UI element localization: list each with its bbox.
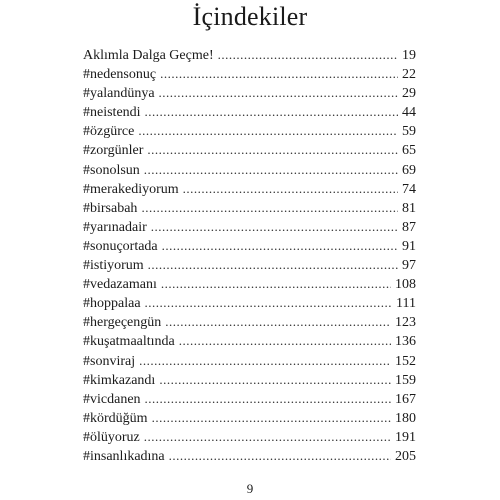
- toc-entry-title: #kuşatmaaltında: [83, 334, 175, 350]
- toc-entry-page: 87: [402, 219, 416, 235]
- toc-entry: [83, 217, 416, 236]
- toc-entry-title: #birsabah: [83, 200, 138, 216]
- toc-entry-page: 29: [402, 86, 416, 102]
- toc-entry-page: 91: [402, 238, 416, 254]
- toc-entry-title: #nedensonuç: [83, 67, 157, 83]
- toc-entry-title: #sonviraj: [83, 353, 136, 369]
- dot-leader: [152, 408, 391, 427]
- toc-entry-page: 108: [395, 277, 416, 293]
- toc-entry: [83, 45, 416, 64]
- toc-entry-page: 19: [402, 48, 416, 63]
- toc-entry: [83, 293, 416, 312]
- toc-entry: [83, 102, 416, 121]
- dot-leader: [145, 293, 393, 312]
- toc-entry: [83, 179, 416, 198]
- toc-entry-title: #istiyorum: [83, 258, 144, 274]
- page-title: İçindekiler: [192, 2, 308, 31]
- dot-leader: [159, 83, 398, 102]
- toc-entry-title: #vedazamanı: [83, 277, 157, 293]
- toc-entry: [83, 408, 416, 427]
- toc-entry-title: #neistendi: [83, 105, 141, 121]
- toc-entry: [83, 121, 416, 140]
- toc-entry: [83, 140, 416, 159]
- toc-entry: [83, 255, 416, 274]
- page-number: 9: [246, 481, 254, 496]
- dot-leader: [183, 179, 398, 198]
- toc-entry: [83, 370, 416, 389]
- toc-entry: [83, 312, 416, 331]
- dot-leader: [165, 312, 391, 331]
- dot-leader: [151, 217, 398, 236]
- toc-entry-page: 205: [395, 448, 416, 464]
- toc-entry: [83, 274, 416, 293]
- dot-leader: [161, 274, 391, 293]
- toc-entry-title: #ölüyoruz: [83, 429, 140, 445]
- toc-entry-page: 167: [395, 391, 416, 407]
- toc-entry-page: 152: [395, 353, 416, 369]
- toc-entry-title: #vicdanen: [83, 391, 141, 407]
- toc-entry: [83, 427, 416, 446]
- toc-entry-title: #sonolsun: [83, 162, 140, 178]
- toc-entry-title: #hergeçengün: [83, 315, 162, 331]
- toc-entry-title: #sonuçortada: [83, 238, 158, 254]
- dot-leader: [139, 351, 391, 370]
- toc-entry-title: Aklımla Dalga Geçme!: [83, 48, 214, 63]
- toc-entry: [83, 236, 416, 255]
- toc-entry: [83, 389, 416, 408]
- toc-entry-title: #kördüğüm: [83, 410, 148, 426]
- toc-entry-page: 159: [395, 372, 416, 388]
- dot-leader: [144, 427, 391, 446]
- toc-entry-title: #yalandünya: [83, 86, 155, 102]
- toc-entry: [83, 160, 416, 179]
- toc-entry-page: 81: [402, 200, 416, 216]
- toc-entry: [83, 83, 416, 102]
- toc-entry-page: 191: [395, 429, 416, 445]
- dot-leader: [169, 446, 391, 465]
- dot-leader: [147, 140, 398, 159]
- toc-entry: [83, 351, 416, 370]
- dot-leader: [145, 389, 391, 408]
- dot-leader: [144, 160, 398, 179]
- dot-leader: [159, 370, 391, 389]
- toc-entry-page: 123: [395, 315, 416, 331]
- toc-entry-title: #özgürce: [83, 124, 135, 140]
- toc-entry: [83, 64, 416, 83]
- toc-entry: [83, 446, 416, 465]
- toc-entry-title: #zorgünler: [83, 143, 144, 159]
- dot-leader: [160, 64, 398, 83]
- table-of-contents: [83, 45, 416, 465]
- dot-leader: [218, 45, 398, 64]
- toc-entry-page: 97: [402, 258, 416, 274]
- toc-entry-page: 65: [402, 143, 416, 159]
- toc-entry-title: #kimkazandı: [83, 372, 156, 388]
- toc-entry-title: #insanlıkadına: [83, 448, 165, 464]
- dot-leader: [145, 102, 398, 121]
- toc-entry: [83, 331, 416, 350]
- dot-leader: [141, 198, 398, 217]
- toc-entry-page: 74: [402, 181, 416, 197]
- dot-leader: [148, 255, 398, 274]
- toc-entry-title: #hoppalaa: [83, 296, 141, 312]
- toc-entry-page: 44: [402, 105, 416, 121]
- toc-entry-page: 59: [402, 124, 416, 140]
- toc-entry-title: #yarınadair: [83, 219, 147, 235]
- toc-entry-title: #merakediyorum: [83, 181, 179, 197]
- toc-entry-page: 180: [395, 410, 416, 426]
- toc-entry-page: 111: [396, 296, 416, 312]
- dot-leader: [179, 331, 391, 350]
- toc-entry-page: 69: [402, 162, 416, 178]
- toc-entry-page: 136: [395, 334, 416, 350]
- toc-entry-page: 22: [402, 67, 416, 83]
- toc-entry: [83, 198, 416, 217]
- dot-leader: [162, 236, 398, 255]
- dot-leader: [138, 121, 398, 140]
